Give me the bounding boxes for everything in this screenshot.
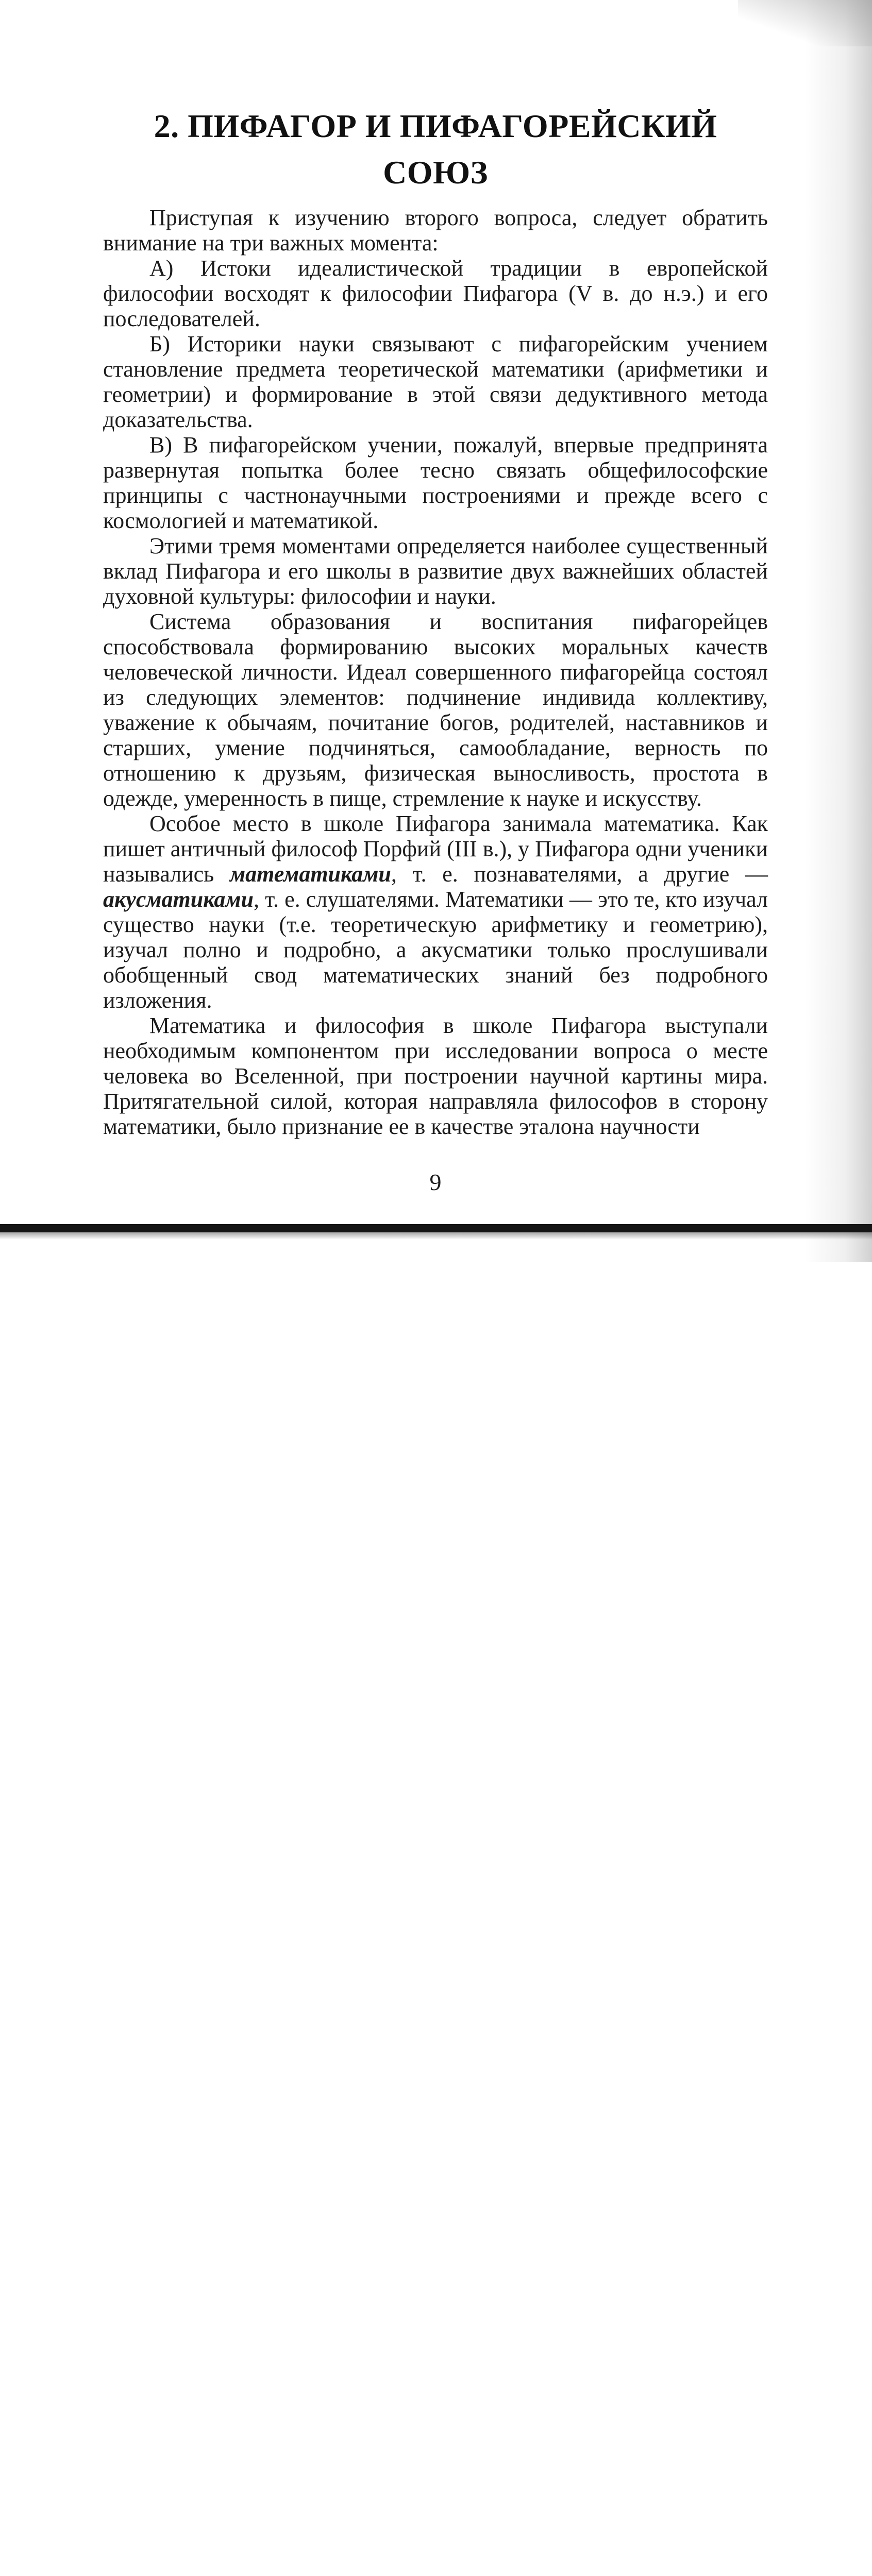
- paragraph-intro: Приступая к изучению второго вопроса, следует обратить внимание на три важных момента:: [103, 205, 768, 256]
- paragraph-point-c: В) В пифагорейском учении, пожалуй, впервые предпринята развернутая попытка более тесно связать общефилософские принципы с частнонаучными построениями и прежде всего с космологией и математикой.: [103, 432, 768, 533]
- paragraph-mathematics-part1: Особое место в школе Пифагора занимала математика. Как пишет античный философ Порфий (III в.), у Пифагора одни ученики назывались: [103, 811, 768, 887]
- paragraph-mathematics-part3: , т. е. слушателями. Математики — это те, кто изучал существо науки (т.е. теоретическую арифметику и геометрию), изучал полно и подробно, а акусматики только прослушивали обобщенный свод математических знаний без подробного изложения.: [103, 887, 768, 1013]
- term-acousmatics: акусматиками: [103, 887, 254, 912]
- scan-shadow-edge: [805, 0, 872, 1262]
- paragraph-mathematics: [103, 811, 768, 1013]
- page-bottom-edge: [0, 1224, 872, 1232]
- page-bottom-edge-shadow: [0, 1232, 872, 1240]
- paragraph-mathematics-part2: , т. е. познавателями, а другие —: [391, 861, 768, 887]
- scan-shadow-corner: [738, 0, 872, 46]
- paragraph-contribution: Этими тремя моментами определяется наиболее существенный вклад Пифагора и его школы в развитие двух важнейших областей духовной культуры: философии и науки.: [103, 533, 768, 609]
- term-mathematicians: математиками: [229, 861, 391, 887]
- paragraph-point-b: Б) Историки науки связывают с пифагорейским учением становление предмета теоретической математики (арифметики и геометрии) и формирование в этой связи дедуктивного метода доказательства.: [103, 331, 768, 432]
- section-heading: 2. ПИФАГОР И ПИФАГОРЕЙСКИЙ СОЮЗ: [154, 108, 717, 191]
- book-page: [103, 103, 768, 1196]
- paragraph-education: Система образования и воспитания пифагорейцев способствовала формированию высоких моральных качеств человеческой личности. Идеал совершенного пифагорейца состоял из следующих элементов: подчинение индивида коллективу, уважение к обычаям, почитание богов, родителей, наставников и старших, умение подчиняться, самообладание, верность по отношению к друзьям, физическая выносливость, простота в одежде, умеренность в пище, стремление к науке и искусству.: [103, 609, 768, 811]
- paragraph-philosophy-math: Математика и философия в школе Пифагора выступали необходимым компонентом при исследовании вопроса о месте человека во Вселенной, при построении научной картины мира. Притягательной силой, которая направляла философов в сторону математики, было признание ее в качестве эталона научности: [103, 1013, 768, 1139]
- page-number: 9: [429, 1169, 442, 1195]
- paragraph-point-a: А) Истоки идеалистической традиции в европейской философии восходят к философии Пифагора (V в. до н.э.) и его последователей.: [103, 256, 768, 331]
